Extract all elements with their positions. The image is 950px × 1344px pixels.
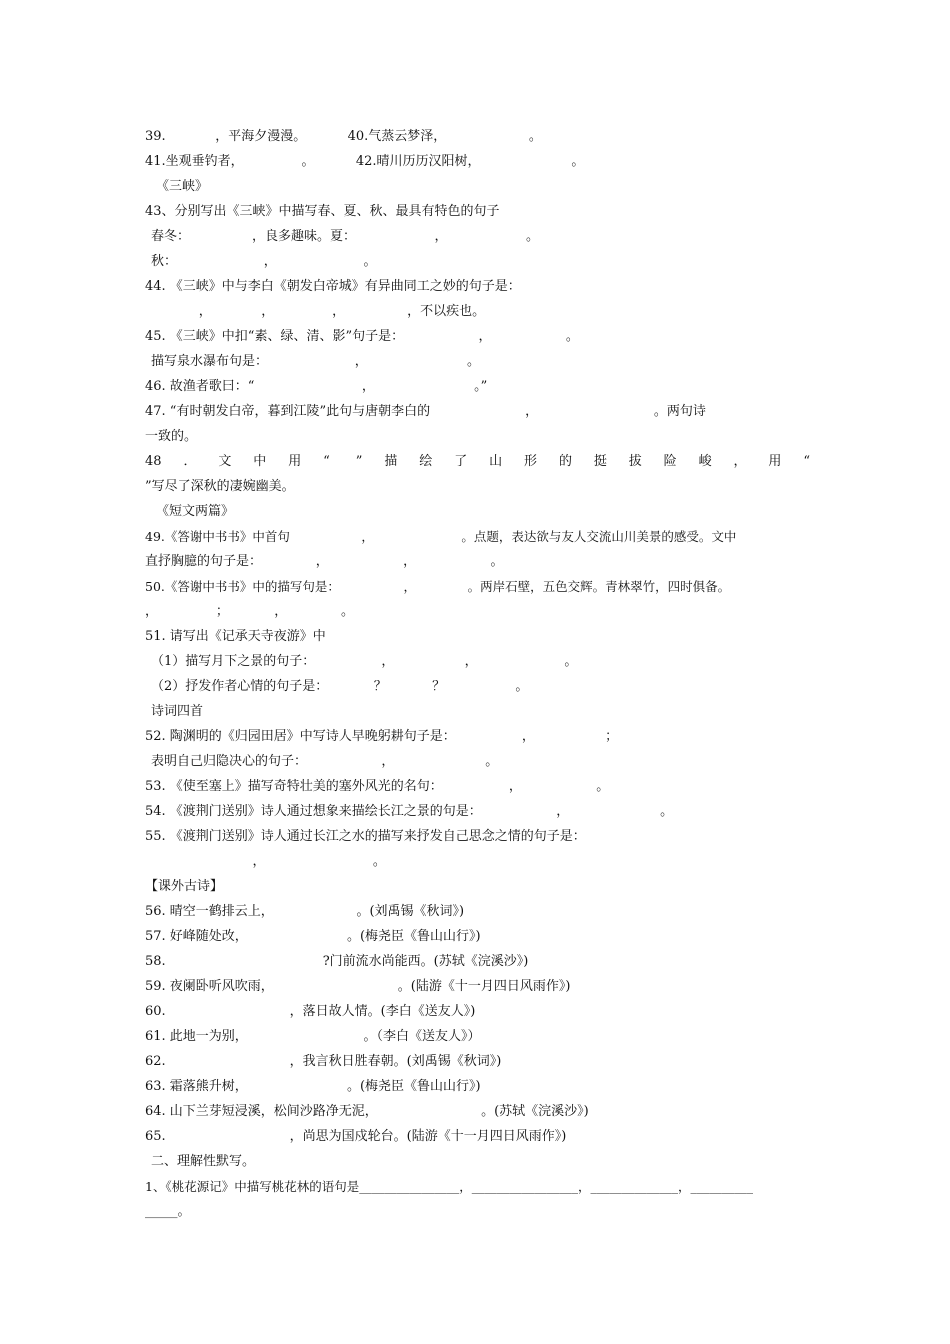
question-50-continued: ， ； ， 。 (145, 604, 355, 619)
question-54: 54. 《渡荆门送别》诗人通过想象来描绘长江之景的句是： ， 。 (145, 804, 674, 819)
question-47: 47. “有时朝发白帝，暮到江陵”此句与唐朝李白的 ， 。两句诗 (145, 404, 706, 419)
section-heading-extra-poems: 【课外古诗】 (145, 879, 224, 894)
question-51-part-1: （1）描写月下之景的句子： ， ， 。 (151, 654, 578, 669)
section-heading-two-essays: 《短文两篇》 (156, 504, 235, 519)
question-49: 49.《答谢中书书》中首句 ， 。点题，表达欲与友人交流山川美景的感受。文中 (145, 529, 737, 544)
question-44: 44. 《三峡》中与李白《朝发白帝城》有异曲同工之妙的句子是： (145, 279, 521, 294)
comprehension-question-1-continued: _____。 (145, 1204, 191, 1219)
question-61: 61. 此地一为别， 。（李白《送友人》） (145, 1029, 481, 1044)
question-62: 62. ，我言秋日胜春朝。(刘禹锡《秋词》) (145, 1054, 502, 1069)
question-57: 57. 好峰随处改， 。(梅尧臣《鲁山山行》) (145, 929, 481, 944)
section-heading-comprehension: 二、理解性默写。 (151, 1154, 256, 1169)
question-43-autumn: 秋： ， 。 (151, 254, 377, 269)
question-56: 56. 晴空一鹤排云上， 。(刘禹锡《秋词》) (145, 904, 465, 919)
question-43: 43、分别写出《三峡》中描写春、夏、秋、最具有特色的句子 (145, 204, 500, 219)
question-46: 46. 故渔者歌曰：“ ， 。” (145, 379, 488, 394)
question-52-continued: 表明自己归隐决心的句子： ， 。 (151, 754, 499, 769)
question-41-42: 41.坐观垂钓者， 。 42.晴川历历汉阳树， 。 (145, 154, 585, 169)
question-45: 45. 《三峡》中扣“素、绿、清、影”句子是： ， 。 (145, 329, 579, 344)
question-52: 52. 陶渊明的《归园田居》中写诗人早晚躬耕句子是： ， ； (145, 729, 619, 744)
question-51: 51. 请写出《记承天寺夜游》中 (145, 629, 326, 644)
comprehension-question-1: 1、《桃花源记》中描写桃花林的语句是________________，_________________，______________，__________ (145, 1179, 753, 1194)
question-50: 50.《答谢中书书》中的描写句是： ， 。两岸石壁，五色交辉。青林翠竹，四时俱备。 (145, 579, 731, 594)
question-39-40: 39. ，平海夕漫漫。 40.气蒸云梦泽， 。 (145, 129, 542, 144)
question-43-spring-summer: 春冬： ，良多趣味。夏： ， 。 (151, 229, 540, 244)
question-48: 48．文中用“ ”描绘了山形的挺拔险峻，用“ (145, 454, 810, 469)
question-53: 53. 《使至塞上》描写奇特壮美的塞外风光的名句： ， 。 (145, 779, 610, 794)
question-55: 55. 《渡荆门送别》诗人通过长江之水的描写来抒发自己思念之情的句子是： (145, 829, 586, 844)
question-58: 58. ?门前流水尚能西。(苏轼《浣溪沙》) (145, 954, 529, 969)
question-48-continued: ”写尽了深秋的凄婉幽美。 (145, 479, 295, 494)
question-47-continued: 一致的。 (145, 429, 198, 444)
question-49-continued: 直抒胸臆的句子是： ， ， 。 (145, 554, 504, 569)
question-51-part-2: （2）抒发作者心情的句子是： ？ ？ 。 (151, 679, 529, 694)
question-45-waterfall: 描写泉水瀑布句是： ， 。 (151, 354, 480, 369)
question-65: 65. ，尚思为国戍轮台。(陆游《十一月四日风雨作》) (145, 1129, 567, 1144)
question-55-answer-line: ， 。 (145, 854, 386, 869)
question-59: 59. 夜阑卧听风吹雨， 。(陆游《十一月四日风雨作》) (145, 979, 571, 994)
section-heading-four-poems: 诗词四首 (151, 704, 204, 719)
question-60: 60. ，落日故人情。(李白《送友人》) (145, 1004, 476, 1019)
question-44-answer-line: ， ， ， ，不以疾也。 (145, 304, 486, 319)
question-64: 64. 山下兰芽短浸溪，松间沙路净无泥， 。(苏轼《浣溪沙》) (145, 1104, 589, 1119)
section-heading-sanxia: 《三峡》 (156, 179, 209, 194)
question-63: 63. 霜落熊升树， 。(梅尧臣《鲁山山行》) (145, 1079, 481, 1094)
